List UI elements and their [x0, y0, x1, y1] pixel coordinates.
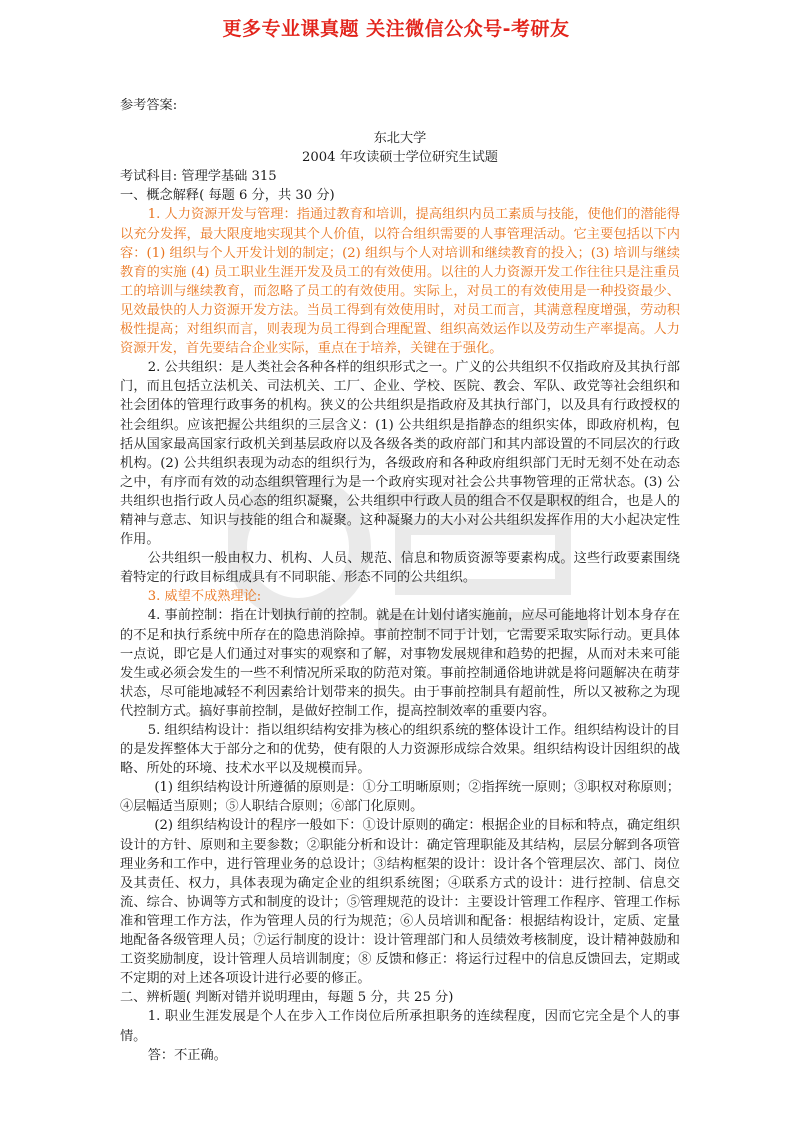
q2-paragraph: 2. 公共组织：是人类社会各种各样的组织形式之一。广义的公共组织不仅指政府及其执行部门，而且包括立法机关、司法机关、工厂、企业、学校、医院、教会、军队、政党等社会组织和社会团体的管理行政事务的机构。狭义的公共组织是指政府及其执行部门，以及具有行政授权的社会组织。应该把握公共组织的三层含义：(1) 公共组织是指静态的组织实体，即政府机构，包括从国家最高国家行政机关到基层政府以及各级各类的政府部门和其内部设置的不同层次的行政机构。(2) 公共组织表现为动态的组织行为，各级政府和各种政府组织部门无时无刻不处在动态之中，有序而有效的动态组织管理行为是一个政府实现对社会公共事物管理的正常状态。(3) 公共组织也指行政人员心态的组织凝聚，公共组织中行政人员的组合不仅是职权的组合，也是人的精神与意志、知识与技能的组合和凝聚。这种凝聚力的大小对公共组织发挥作用的大小起决定性作用。 — [120, 360, 680, 548]
q2b-paragraph: 公共组织一般由权力、机构、人员、规范、信息和物质资源等要素构成。这些行政要素围绕着特定的行政目标组成具有不同职能、形态不同的公共组织。 — [120, 551, 680, 586]
document-body — [120, 96, 680, 1065]
q5-principles-paragraph: (1) 组织结构设计所遵循的原则是：①分工明晰原则；②指挥统一原则；③职权对称原则；④层幅适当原则；⑤人职结合原则；⑥部门化原则。 — [120, 780, 680, 815]
q1-paragraph: 1. 人力资源开发与管理：指通过教育和培训，提高组织内员工素质与技能，使他们的潜能得以充分发挥，最大限度地实现其个人价值，以符合组织需要的人事管理活动。它主要包括以下内容：(1) 组织与个人开发计划的制定；(2) 组织与个人对培训和继续教育的投入；(3) 培训与继续教育的实施 (4) 员工职业生涯开发及员工的有效使用。以往的人力资源开发工作往往只是注重员工的培训与继续教育，而忽略了员工的有效使用。实际上，对员工的有效使用是一种投资最少、见效最快的人力资源开发方法。当员工得到有效使用时，对员工而言，其满意程度增强，劳动积极性提高；对组织而言，则表现为员工得到合理配置、组织高效运作以及劳动生产率提高。人力资源开发，首先要结合企业实际，重点在于培养，关键在于强化。 — [120, 207, 680, 357]
q5-paragraph: 5. 组织结构设计：指以组织结构安排为核心的组织系统的整体设计工作。组织结构设计的目的是发挥整体大于部分之和的优势，使有限的人力资源形成综合效果。组织结构设计因组织的战略、所处的环境、技术水平以及规模而异。 — [120, 723, 680, 777]
section2-heading: 二、辨析题( 判断对错并说明理由，每题 5 分，共 25 分) — [120, 990, 454, 1006]
q3-paragraph: 3. 威望不成熟理论: — [147, 589, 262, 605]
s2q1-answer: 答：不正确。 — [147, 1047, 227, 1063]
exam-title: 2004 年攻读硕士学位研究生试题 — [301, 150, 498, 166]
university-title: 东北大学 — [373, 131, 427, 147]
s2q1-paragraph: 1. 职业生涯发展是个人在步入工作岗位后所承担职务的连续程度，因而它完全是个人的事情。 — [120, 1009, 680, 1044]
exam-subject: 考试科目: 管理学基础 315 — [120, 169, 277, 185]
q4-paragraph: 4. 事前控制：指在计划执行前的控制。就是在计划付诸实施前，应尽可能地将计划本身存在的不足和执行系统中所存在的隐患消除掉。事前控制不同于计划，它需要采取实际行动。更具体一点说，即它是人们通过对事实的观察和了解，对事物发展规律和趋势的把握，从而对未来可能发生或必须会发生的一些不利情况所采取的防范对策。事前控制通俗地讲就是将问题解决在萌芽状态，尽可能地减轻不利因素给计划带来的损失。由于事前控制具有超前性，所以又被称之为现代控制方式。搞好事前控制，是做好控制工作，提高控制效率的重要内容。 — [120, 608, 680, 719]
section1-heading: 一、概念解释( 每题 6 分，共 30 分) — [120, 188, 335, 204]
q5-procedure-paragraph: (2) 组织结构设计的程序一般如下：①设计原则的确定：根据企业的目标和特点，确定组织设计的方针、原则和主要参数；②职能分析和设计：确定管理职能及其结构，层层分解到各项管理业务和工作中，进行管理业务的总设计；③结构框架的设计：设计各个管理层次、部门、岗位及其责任、权力，具体表现为确定企业的组织系统图；④联系方式的设计：进行控制、信息交流、综合、协调等方式和制度的设计；⑤管理规范的设计：主要设计管理工作程序、管理工作标准和管理工作方法，作为管理人员的行为规范；⑥人员培训和配备：根据结构设计，定质、定量地配备各级管理人员；⑦运行制度的设计：设计管理部门和人员绩效考核制度，设计精神鼓励和工资奖励制度，设计管理人员培训制度；⑧ 反馈和修正：将运行过程中的信息反馈回去，定期或不定期的对上述各项设计进行必要的修正。 — [120, 818, 680, 987]
ref-answer-label: 参考答案: — [120, 98, 178, 113]
promo-banner: 更多专业课真题 关注微信公众号-考研友 — [222, 18, 570, 40]
